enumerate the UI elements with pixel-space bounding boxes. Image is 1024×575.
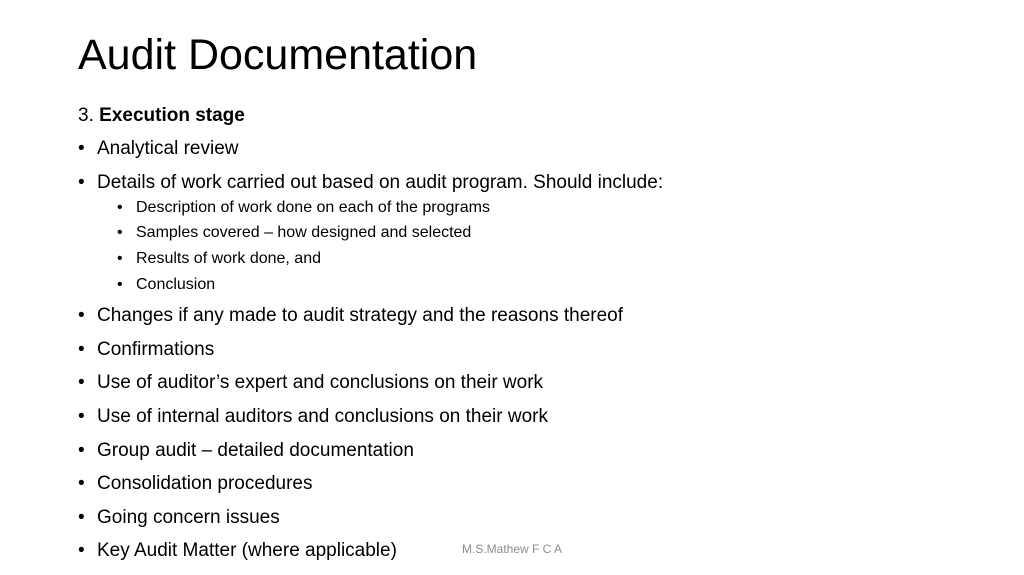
stage-number: 3. [78,105,94,126]
sub-list-item-text: Samples covered – how designed and selected [136,224,472,242]
bullet-icon: • [78,171,85,193]
sub-bullet-list [97,198,978,295]
bullet-list [78,137,978,563]
list-item-text: Consolidation procedures [97,473,313,495]
bullet-icon: • [78,439,85,461]
sub-list-item-text: Conclusion [136,275,216,293]
bullet-icon: • [117,224,123,242]
bullet-icon: • [78,473,85,495]
list-item [78,405,978,429]
sub-list-item [97,198,978,218]
list-item-text: Confirmations [97,338,215,360]
list-item-text: Changes if any made to audit strategy and the reasons thereof [97,305,623,327]
slide-footer: M.S.Mathew F C A [461,542,563,556]
list-item-text: Group audit – detailed documentation [97,439,414,461]
list-item [78,371,978,395]
bullet-icon: • [78,506,85,528]
bullet-icon: • [78,338,85,360]
list-item-text: Details of work carried out based on audit program. Should include: [97,171,664,193]
bullet-icon: • [117,249,123,267]
sub-list-item-text: Description of work done on each of the programs [136,198,490,216]
list-item [78,472,978,496]
bullet-icon: • [78,540,85,562]
list-item [78,304,978,328]
sub-list-item-text: Results of work done, and [136,249,321,267]
list-item [78,439,978,463]
list-item-text: Use of auditor’s expert and conclusions on their work [97,372,544,394]
bullet-icon: • [117,275,123,293]
list-item [78,506,978,530]
bullet-icon: • [78,372,85,394]
bullet-icon: • [78,138,85,159]
list-item-text: Use of internal auditors and conclusions on their work [97,406,548,428]
slide-title: Audit Documentation [78,31,478,79]
stage-heading [78,104,978,128]
list-item-text: Analytical review [97,138,239,159]
sub-list-item [97,249,978,269]
list-item [78,137,978,161]
bullet-icon: • [117,198,123,216]
list-item-text: Going concern issues [97,506,280,528]
slide-content [78,104,978,573]
stage-label: Execution stage [99,105,245,126]
bullet-icon: • [78,305,85,327]
list-item [78,171,978,295]
bullet-icon: • [78,406,85,428]
sub-list-item [97,223,978,243]
list-item [78,338,978,362]
list-item-text: Key Audit Matter (where applicable) [97,540,397,562]
sub-list-item [97,275,978,295]
